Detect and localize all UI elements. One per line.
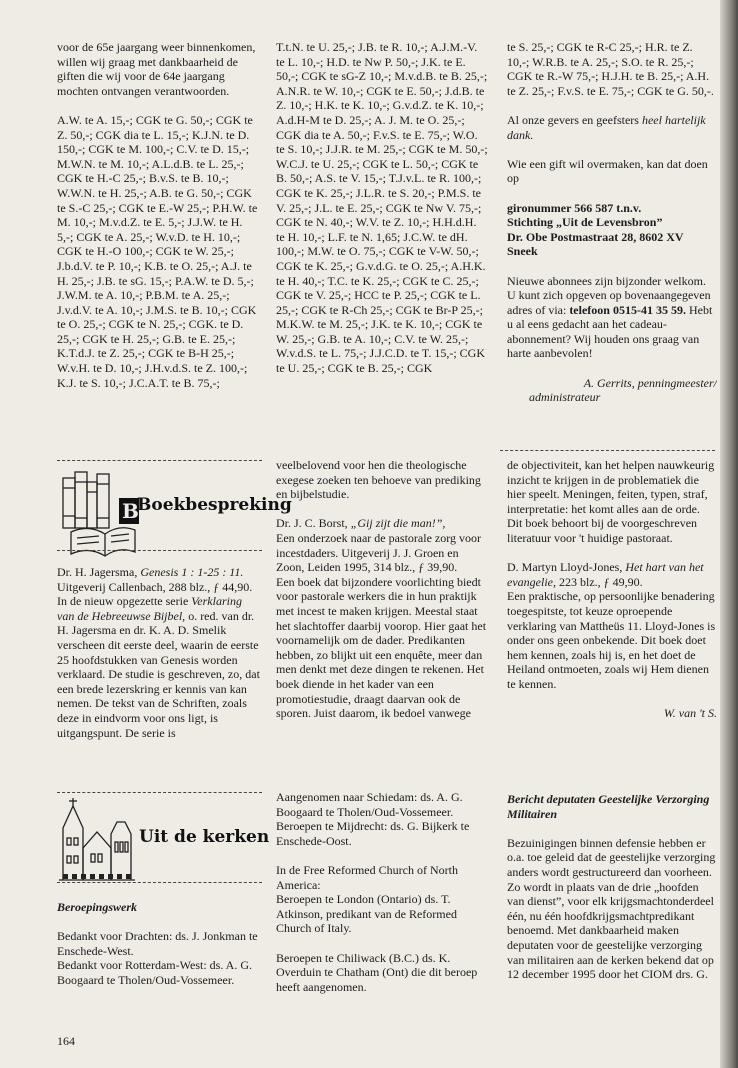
giro-line: Dr. Obe Postmastraat 28, 8602 XV: [507, 229, 684, 244]
review-header: [57, 450, 292, 560]
author: D. Martyn Lloyd-Jones,: [507, 560, 626, 575]
body-text: o. red. van dr. H. Jagersma en dr. K. A. D. Smelik verscheen dit eerste deel, waarin de eerste 25 hoofdstukken van Genesis worden verklaard. De studie is geschreven, zo, dat een brede lezerskring er kennis van kan nemen. De tekst van de Schriften, zoals deze in eindvorm voor ons ligt, is uitgangspunt. De serie is: [57, 608, 260, 740]
subscribe-plain: Nieuwe abonnees zijn bijzonder welkom. U kunt zich opgeven op bovenaangegeven adres of via:: [507, 273, 711, 317]
donations-list-2: T.t.N. te U. 25,-; J.B. te R. 10,-; A.J.M.-V. te L. 10,-; H.D. te Nw P. 50,-; J.K. te E. 50,-; CGK te sG-Z 10,-; M.v.d.B. te B. 25,-; A.N.R. te W. 10,-; CGK te E. 50,-; J.d.B. te Z. 10,-; H.K. te K. 10,-; G.v.d.Z. te K. 10,-; A.d.H-M te D. 25,-; A. J. M. te O. 25,-; CGK dia te A. 50,-; F.v.S. te E. 75,-; W.O. te S. 10,-; J.J.R. te M. 25,-; CGK te M. 50,-; W.C.J. te U. 25,-; CGK te L. 50,-; CGK te B. 50,-; A.S. te V. 15,-; T.J.v.L. te R. 100,-; CGK te K. 25,-; J.L.R. te S. 20,-; P.M.S. te V. 25,-; J.L. te E. 25,-; CGK te Nw V. 75,-; CGK te N. 40,-; W.V. te Z. 10,-; H.H.d.H. te H. 10,-; L.F. te N. 1,65; J.C.W. te dH. 100,-; M.W. te O. 75,-; CGK te V-W. 50,-; CGK te K. 25,-; G.v.d.G. te O. 25,-; A.H.K. te H. 40,-; T.C. te K. 25,-; CGK te C. 25,-; CGK te V. 25,-; HCC te P. 25,-; CGK te L. 25,-; CGK te R-Ch 25,-; CGK te Br-P 25,-; M.K.W. te M. 25,-; J.K. te K. 10,-; CGK te W. 25,-; G.B. te A. 10,-; C.V. te W. 25,-; W.v.d.S. te L. 75,-; J.J.C.D. te T. 15,-; CGK te U. 25,-; CGK te B. 25,-; CGK: [276, 40, 488, 376]
churches-column-3: [507, 792, 717, 982]
header-rule-bottom: [57, 550, 262, 551]
author: Dr. H. Jagersma,: [57, 565, 141, 579]
page-number: 164: [57, 1034, 75, 1048]
header-rule-top: [57, 460, 262, 461]
review-book-1-pub: Uitgeverij Callenbach, 288 blz., ƒ 44,90.: [57, 579, 253, 594]
treasurer-signature: [507, 376, 717, 405]
review-book-1-body: [57, 594, 260, 740]
beroepingswerk-heading: Beroepingswerk: [57, 900, 138, 914]
giro-line: Sneek: [507, 244, 538, 259]
book-title: „Gij zijt die man!”,: [350, 516, 446, 531]
review-book-1-continued: veelbelovend voor hen die theologische exegese zoeken ten behoeve van prediking en bijbelstudie.: [276, 458, 481, 502]
giro-block: [507, 201, 717, 259]
donations-intro: voor de 65e jaargang weer binnenkomen, willen wij graag met dankbaarheid de giften die wij voor de 64e jaargang mochten ontvangen verantwoorden.: [57, 40, 256, 98]
call-item: Bedankt voor Rotterdam-West: ds. A. G. Boogaard te Tholen/Oud-Vossemeer.: [57, 958, 253, 987]
review-signature: W. van 't S.: [663, 706, 717, 721]
call-item: Beroepen te London (Ontario) ds. T. Atkinson, predikant van de Reformed Church of Italy.: [276, 892, 457, 936]
svg-text:B: B: [122, 499, 139, 523]
header-rule-top: [57, 792, 262, 793]
church-icon: [59, 798, 135, 884]
donations-list-3: te S. 25,-; CGK te R-C 25,-; H.R. te Z. 10,-; W.R.B. te A. 25,-; S.O. te R. 25,-; CGK te R.-W 75,-; H.J.H. te B. 25,-; A.H. te Z. 25,-; F.v.S. te E. 75,-; CGK te G. 50,-.: [507, 40, 714, 98]
review-book-3-title: [507, 560, 717, 589]
deputies-body: Bezuinigingen binnen defensie hebben er o.a. toe geleid dat de geestelijke verzorging anders wordt gestructureerd dan voorheen. Zo wordt in plaats van de drie „hoofden van dienst”, voor elk krijgsmachtonderdeel één, nu één hoofdkrijgsmachtpredikant benoemd. Met dankbaarheid maken deputaten voor de geestelijke verzorging van militairen aan de kerken bekend dat op 12 december 1995 door het CIOM drs. G.: [507, 835, 716, 982]
thanks-plain: Al onze gevers en geefsters: [507, 112, 642, 127]
signature-line: administrateur: [529, 390, 601, 405]
churches-title: Uit de kerken: [139, 827, 270, 847]
review-book-1-title: [57, 565, 260, 580]
body-text: In de nieuw opgezette serie: [57, 594, 192, 609]
call-item: Beroepen te Mijdrecht: ds. G. Bijkerk te Enschede-Oost.: [276, 819, 470, 848]
giro-line: Stichting „Uit de Levensbron”: [507, 215, 663, 230]
page-edge-shadow: [720, 0, 738, 1068]
donations-list-1: A.W. te A. 15,-; CGK te G. 50,-; CGK te Z. 50,-; CGK dia te L. 15,-; K.J.N. te D. 150,-; CGK te M. 100,-; C.V. te D. 15,-; M.W.N. te M. 10,-; A.L.d.B. te L. 25,-; CGK te H.-C 25,-; B.v.S. te B. 10,-; W.W.N. te H. 25,-; A.B. te G. 50,-; CGK te S.-C 25,-; CGK te E.-W 25,-; P.H.W. te M. 10,-; M.v.d.Z. te E. 5,-; J.J.W. te H. 5,-; CGK te A. 25,-; W.v.D. te H. 10,-; CGK te H.-O 100,-; CGK te W. 25,-; J.b.d.V. te P. 10,-; K.B. te O. 25,-; A.J. te H. 25,-; J.B. te sG. 15,-; P.A.W. te D. 5,-; J.W.M. te A. 10,-; P.B.M. te A. 25,-; J.v.d.V. te A. 10,-; J.M.S. te B. 10,-; CGK te O. 25,-; CGK te N. 25,-; CGK. te D. 25,-; CGK te H. 25,-; G.B. te E. 25,-; K.T.d.J. te Z. 25,-; CGK te B-H 25,-; W.v.H. te D. 10,-; J.H.v.d.S. te Z. 100,-; K.J. te S. 10,-; J.C.A.T. te B. 75,-;: [57, 112, 258, 390]
review-title: Boekbespreking: [137, 495, 292, 515]
thanks-text: [507, 113, 717, 142]
series-title: Verklaring van de Hebreeuwse Bijbel,: [57, 594, 242, 623]
subscribe-text: [507, 274, 717, 362]
book-title: Het hart van het evangelie,: [507, 560, 704, 589]
subscribe-phone: telefoon 0515-41 35 59.: [569, 302, 686, 317]
deputies-heading: Bericht deputaten Geestelijke Verzorging Militairen: [507, 792, 710, 821]
giro-line: gironummer 566 587 t.n.v.: [507, 200, 642, 215]
book-title: Genesis 1 : 1-25 : 11.: [140, 565, 244, 579]
review-book-2-pub: Een onderzoek naar de pastorale zorg voor incestdaders. Uitgeverij J. J. Groen en Zoon, Leiden 1995, 314 blz., ƒ 39,90.: [276, 530, 482, 575]
author: Dr. J. C. Borst,: [276, 516, 351, 531]
section-divider: [500, 450, 715, 451]
donations-column-2: [276, 40, 488, 390]
review-book-2-title: [276, 516, 488, 531]
subscribe-plain: Hebt u al eens gedacht aan het cadeau-abonnement? Wij houden ons graag van harte aanbevolen!: [507, 302, 713, 361]
header-rule-bottom: [57, 882, 262, 883]
thanks-italic: heel hartelijk dank.: [507, 112, 706, 142]
churches-header: [57, 782, 270, 892]
review-book-2-continued: de objectiviteit, kan het helpen nauwkeurig inzicht te krijgen in de problematiek die hier speelt. Meningen, feiten, typen, straf, interpretatie: het komt alles aan de orde. Dit boek behoort bij de voorgeschreven literatuur voor 't huidige pastoraat.: [507, 458, 715, 545]
donations-column-1: [57, 40, 260, 405]
books-icon: [59, 468, 139, 558]
book-pub: 223 blz., ƒ 49,90.: [555, 574, 643, 589]
review-book-2-body: Een boek dat bijzondere voorlichting biedt voor pastorale werkers die in hun praktijk met incest te maken krijgen. Meestal staat het slachtoffer daarbij voorop. Hier gaat het voornamelijk om de dader. Predikanten hebben, zo blijkt uit een enquête, meer dan men denkt met deze dingen te rekenen. Het boek diende in het kader van een promotiestudie, draagt daarvan ook de sporen. Juist daarom, ik bedoel vanwege: [276, 574, 487, 721]
churches-column-2: [276, 790, 488, 994]
review-book-3-body: Een praktische, op persoonlijke benadering toegespitste, tot keuze oproepende verklaring van Mattheüs 11. Lloyd-Jones is onder ons geen onbekende. Dit boek doet hem kennen, zoals hij is, en het doet de Heiland ontmoeten, zoals wij Hem dienen te kennen.: [507, 589, 716, 691]
review-column-3: [507, 458, 717, 721]
gift-text: Wie een gift wil overmaken, kan dat doen op: [507, 156, 708, 186]
donations-column-3: [507, 40, 717, 405]
signature-line: A. Gerrits, penningmeester/: [583, 375, 717, 390]
call-item: Aangenomen naar Schiedam: ds. A. G. Boogaard te Tholen/Oud-Vossemeer.: [276, 790, 463, 819]
call-item: Beroepen te Chiliwack (B.C.) ds. K. Overduin te Chatham (Ont) die dit beroep heeft aangenomen.: [276, 950, 478, 994]
frc-heading: In de Free Reformed Church of North America:: [276, 862, 458, 892]
review-column-1: [57, 565, 260, 755]
call-item: Bedankt voor Drachten: ds. J. Jonkman te Enschede-West.: [57, 929, 258, 958]
review-column-2: [276, 458, 488, 735]
churches-column-1: [57, 900, 260, 988]
